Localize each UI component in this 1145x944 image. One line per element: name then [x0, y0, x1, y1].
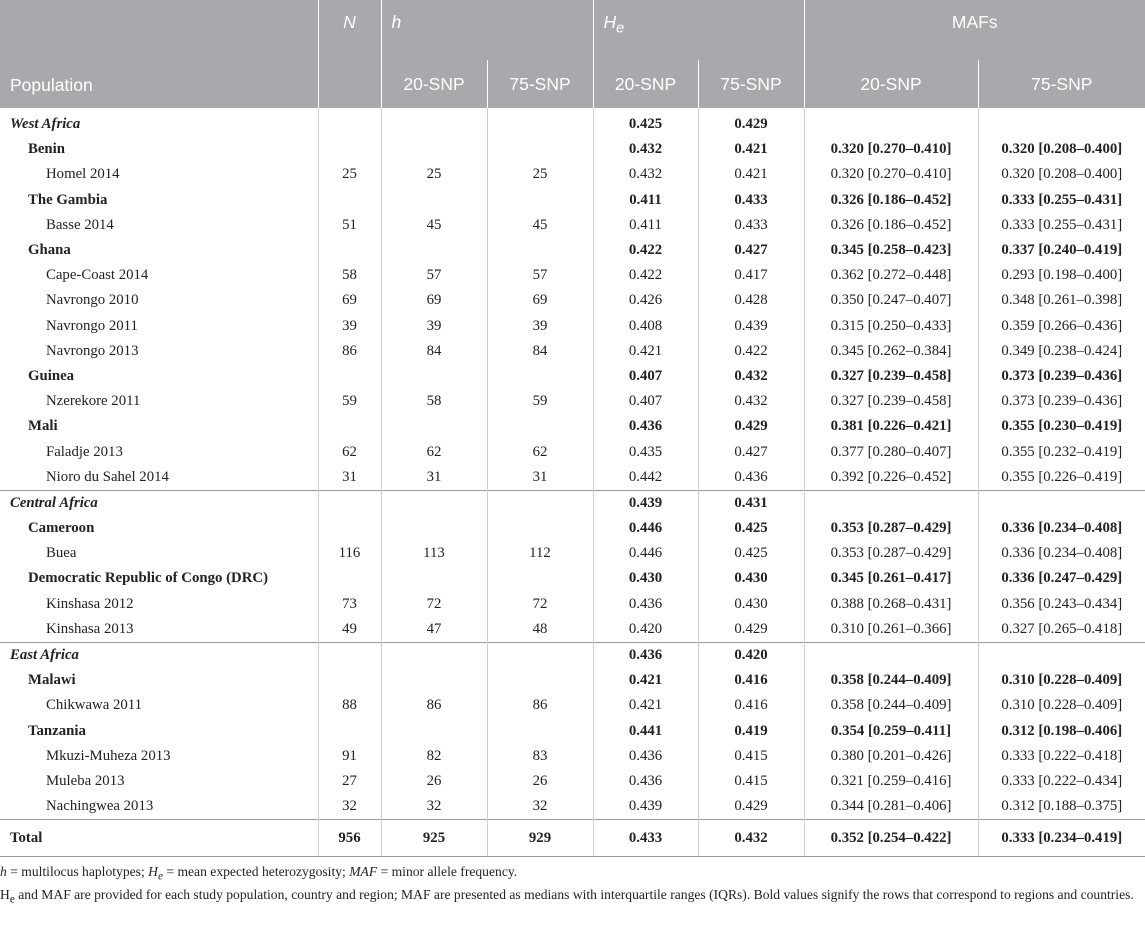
population-name-cell: Nachingwea 2013 [0, 794, 318, 820]
maf-75snp-cell: 0.348 [0.261–0.398] [1001, 292, 1123, 309]
n-cell [318, 642, 381, 668]
he-75snp-cell: 0.425 [698, 516, 804, 541]
population-name-cell: Tanzania [0, 719, 318, 744]
n-cell [318, 137, 381, 162]
population-name-cell: Cape-Coast 2014 [0, 263, 318, 288]
population-row [0, 693, 1145, 718]
population-row [0, 389, 1145, 414]
h-20snp-cell: 58 [381, 389, 487, 414]
footnote-description [0, 886, 1145, 909]
maf-75snp-cell: 0.349 [0.238–0.424] [1001, 342, 1123, 359]
h-75snp-cell [487, 566, 593, 591]
population-name-cell: Navrongo 2010 [0, 288, 318, 313]
he-20snp-cell: 0.408 [593, 314, 698, 339]
n-cell: 51 [318, 213, 381, 238]
footnote-text-a: = multilocus haplotypes; [6, 864, 149, 880]
population-name-cell: East Africa [0, 642, 318, 668]
footnote-h: h [0, 864, 7, 880]
footnote-maf: MAF [349, 864, 378, 880]
he-20snp-cell: 0.426 [593, 288, 698, 313]
he-subscript: e [616, 20, 625, 37]
footnote2-he: H [0, 886, 10, 902]
maf-75snp-cell: 0.355 [0.226–0.419] [1001, 468, 1123, 485]
maf-20snp-cell: 0.353 [0.287–0.429] [804, 516, 978, 541]
country-row [0, 137, 1145, 162]
he-75snp-cell: 0.436 [698, 465, 804, 491]
footnote-text-b: = mean expected heterozygosity; [162, 864, 350, 880]
he-75snp-cell: 0.433 [698, 188, 804, 213]
population-row [0, 162, 1145, 187]
h-75snp-cell [487, 108, 593, 137]
col-header-maf-75snp: 75-SNP [978, 60, 1145, 108]
h-20snp-cell [381, 364, 487, 389]
h-75snp-cell: 32 [487, 794, 593, 820]
he-75snp-cell: 0.415 [698, 769, 804, 794]
he-75snp-cell: 0.439 [698, 314, 804, 339]
maf-75snp-cell: 0.333 [0.222–0.434] [1001, 772, 1123, 789]
maf-75snp-cell [978, 108, 1145, 137]
maf-20snp-cell: 0.380 [0.201–0.426] [804, 744, 978, 769]
maf-20snp-cell: 0.310 [0.261–0.366] [804, 617, 978, 643]
he-20snp-cell: 0.446 [593, 516, 698, 541]
maf-75snp-cell: 0.373 [0.239–0.436] [1001, 393, 1123, 410]
n-cell: 69 [318, 288, 381, 313]
footnote-text-c: = minor allele frequency. [377, 864, 518, 880]
population-name-cell: Homel 2014 [0, 162, 318, 187]
he-20snp-cell: 0.439 [593, 794, 698, 820]
population-name-cell: Navrongo 2011 [0, 314, 318, 339]
maf-20snp-cell: 0.362 [0.272–0.448] [804, 263, 978, 288]
maf-75snp-cell: 0.336 [0.247–0.429] [1001, 570, 1123, 587]
h-20snp-cell [381, 108, 487, 137]
country-row [0, 414, 1145, 439]
n-cell [318, 566, 381, 591]
he-75snp-cell: 0.427 [698, 439, 804, 464]
h-75snp-cell: 57 [487, 263, 593, 288]
population-row [0, 617, 1145, 643]
he-75snp-cell: 0.432 [698, 364, 804, 389]
total-maf-75snp-cell: 0.333 [0.234–0.419] [978, 820, 1145, 857]
n-cell [318, 364, 381, 389]
h-20snp-cell [381, 516, 487, 541]
maf-75snp-cell: 0.336 [0.234–0.408] [1001, 520, 1123, 537]
population-name-cell: Mkuzi-Muheza 2013 [0, 744, 318, 769]
n-cell: 116 [318, 541, 381, 566]
he-75snp-cell: 0.415 [698, 744, 804, 769]
n-cell: 32 [318, 794, 381, 820]
n-cell: 86 [318, 339, 381, 364]
population-row [0, 339, 1145, 364]
population-row [0, 314, 1145, 339]
he-20snp-cell: 0.436 [593, 642, 698, 668]
h-75snp-cell: 48 [487, 617, 593, 643]
maf-75snp-cell: 0.333 [0.255–0.431] [1001, 191, 1123, 208]
n-cell: 88 [318, 693, 381, 718]
total-n-cell: 956 [318, 820, 381, 857]
maf-75snp-cell [978, 490, 1145, 516]
population-name-cell: Chikwawa 2011 [0, 693, 318, 718]
footnote-abbreviations [0, 863, 1145, 886]
total-row [0, 820, 1145, 857]
n-cell: 39 [318, 314, 381, 339]
maf-75snp-cell: 0.333 [0.222–0.418] [1001, 747, 1123, 764]
col-header-he [593, 0, 804, 60]
maf-20snp-cell: 0.345 [0.261–0.417] [804, 566, 978, 591]
country-row [0, 188, 1145, 213]
population-name-cell: Faladje 2013 [0, 439, 318, 464]
he-20snp-cell: 0.436 [593, 769, 698, 794]
he-20snp-cell: 0.441 [593, 719, 698, 744]
n-cell [318, 108, 381, 137]
h-20snp-cell: 31 [381, 465, 487, 491]
n-cell [318, 719, 381, 744]
h-75snp-cell [487, 364, 593, 389]
h-20snp-cell: 84 [381, 339, 487, 364]
col-header-h-75snp: 75-SNP [487, 60, 593, 108]
population-row [0, 769, 1145, 794]
maf-75snp-cell: 0.312 [0.198–0.406] [1001, 722, 1123, 739]
maf-75snp-cell: 0.310 [0.228–0.409] [1001, 672, 1123, 689]
he-75snp-cell: 0.430 [698, 592, 804, 617]
he-20snp-cell: 0.442 [593, 465, 698, 491]
he-75snp-cell: 0.430 [698, 566, 804, 591]
he-20snp-cell: 0.407 [593, 364, 698, 389]
population-name-cell: West Africa [0, 108, 318, 137]
he-20snp-cell: 0.425 [593, 108, 698, 137]
h-75snp-cell: 112 [487, 541, 593, 566]
h-75snp-cell [487, 490, 593, 516]
col-header-mafs: MAFs [804, 0, 1145, 60]
h-75snp-cell: 59 [487, 389, 593, 414]
population-name-cell: Cameroon [0, 516, 318, 541]
population-name-cell: Mali [0, 414, 318, 439]
population-row [0, 541, 1145, 566]
population-row [0, 794, 1145, 820]
country-row [0, 668, 1145, 693]
n-cell: 91 [318, 744, 381, 769]
total-maf-20snp-cell: 0.352 [0.254–0.422] [804, 820, 978, 857]
h-20snp-cell: 47 [381, 617, 487, 643]
region-row [0, 642, 1145, 668]
country-row [0, 566, 1145, 591]
country-row [0, 516, 1145, 541]
he-20snp-cell: 0.436 [593, 592, 698, 617]
maf-75snp-cell: 0.356 [0.243–0.434] [1001, 595, 1123, 612]
maf-20snp-cell: 0.344 [0.281–0.406] [804, 794, 978, 820]
country-row [0, 238, 1145, 263]
he-75snp-cell: 0.422 [698, 339, 804, 364]
h-20snp-cell: 113 [381, 541, 487, 566]
maf-75snp-cell: 0.336 [0.234–0.408] [1001, 545, 1123, 562]
he-20snp-cell: 0.430 [593, 566, 698, 591]
country-row [0, 364, 1145, 389]
maf-20snp-cell: 0.345 [0.262–0.384] [804, 339, 978, 364]
population-name-cell: Kinshasa 2013 [0, 617, 318, 643]
he-20snp-cell: 0.436 [593, 744, 698, 769]
he-75snp-cell: 0.425 [698, 541, 804, 566]
h-75snp-cell [487, 137, 593, 162]
maf-75snp-cell: 0.320 [0.208–0.400] [1001, 141, 1123, 158]
maf-75snp-cell: 0.373 [0.239–0.436] [1001, 367, 1123, 384]
h-20snp-cell [381, 414, 487, 439]
maf-75snp-cell: 0.293 [0.198–0.400] [1001, 267, 1123, 284]
he-20snp-cell: 0.446 [593, 541, 698, 566]
total-label-cell: Total [0, 820, 318, 857]
maf-20snp-cell: 0.358 [0.244–0.409] [804, 693, 978, 718]
he-75snp-cell: 0.420 [698, 642, 804, 668]
h-20snp-cell: 32 [381, 794, 487, 820]
maf-75snp-cell: 0.327 [0.265–0.418] [1001, 620, 1123, 637]
footnote2-he-sub: e [9, 893, 15, 906]
population-row [0, 744, 1145, 769]
region-row [0, 108, 1145, 137]
population-row [0, 288, 1145, 313]
maf-20snp-cell: 0.354 [0.259–0.411] [804, 719, 978, 744]
population-name-cell: Muleba 2013 [0, 769, 318, 794]
he-75snp-cell: 0.429 [698, 414, 804, 439]
col-header-h: h [381, 0, 593, 60]
footnote-he-sub: e [157, 870, 163, 883]
h-20snp-cell: 25 [381, 162, 487, 187]
h-75snp-cell: 83 [487, 744, 593, 769]
h-75snp-cell: 69 [487, 288, 593, 313]
he-20snp-cell: 0.421 [593, 339, 698, 364]
he-20snp-cell: 0.422 [593, 263, 698, 288]
h-20snp-cell: 72 [381, 592, 487, 617]
population-name-cell: Basse 2014 [0, 213, 318, 238]
he-75snp-cell: 0.432 [698, 389, 804, 414]
he-20snp-cell: 0.421 [593, 668, 698, 693]
maf-20snp-cell: 0.377 [0.280–0.407] [804, 439, 978, 464]
he-20snp-cell: 0.439 [593, 490, 698, 516]
region-row [0, 490, 1145, 516]
population-row [0, 439, 1145, 464]
he-20snp-cell: 0.411 [593, 188, 698, 213]
h-75snp-cell [487, 668, 593, 693]
population-name-cell: Buea [0, 541, 318, 566]
n-cell: 59 [318, 389, 381, 414]
he-20snp-cell: 0.407 [593, 389, 698, 414]
h-20snp-cell [381, 566, 487, 591]
col-header-he-20snp: 20-SNP [593, 60, 698, 108]
he-75snp-cell: 0.433 [698, 213, 804, 238]
population-name-cell: Ghana [0, 238, 318, 263]
h-20snp-cell: 82 [381, 744, 487, 769]
n-cell: 27 [318, 769, 381, 794]
h-75snp-cell [487, 516, 593, 541]
maf-75snp-cell: 0.355 [0.230–0.419] [1001, 418, 1123, 435]
h-20snp-cell: 45 [381, 213, 487, 238]
he-symbol: H [603, 12, 617, 32]
h-20snp-cell: 39 [381, 314, 487, 339]
n-cell: 58 [318, 263, 381, 288]
maf-20snp-cell: 0.315 [0.250–0.433] [804, 314, 978, 339]
col-header-he-75snp: 75-SNP [698, 60, 804, 108]
n-cell [318, 414, 381, 439]
he-75snp-cell: 0.429 [698, 617, 804, 643]
h-75snp-cell [487, 642, 593, 668]
maf-20snp-cell: 0.326 [0.186–0.452] [804, 213, 978, 238]
maf-20snp-cell: 0.321 [0.259–0.416] [804, 769, 978, 794]
he-75snp-cell: 0.416 [698, 668, 804, 693]
h-20snp-cell: 86 [381, 693, 487, 718]
country-row [0, 719, 1145, 744]
he-20snp-cell: 0.432 [593, 137, 698, 162]
maf-75snp-cell: 0.320 [0.208–0.400] [1001, 166, 1123, 183]
maf-20snp-cell: 0.388 [0.268–0.431] [804, 592, 978, 617]
population-name-cell: Malawi [0, 668, 318, 693]
n-cell [318, 188, 381, 213]
maf-75snp-cell [978, 642, 1145, 668]
n-cell [318, 238, 381, 263]
population-name-cell: Central Africa [0, 490, 318, 516]
h-20snp-cell [381, 238, 487, 263]
population-name-cell: Navrongo 2013 [0, 339, 318, 364]
population-name-cell: Guinea [0, 364, 318, 389]
n-cell [318, 668, 381, 693]
maf-75snp-cell: 0.337 [0.240–0.419] [1001, 242, 1123, 259]
total-h-75snp-cell: 929 [487, 820, 593, 857]
h-75snp-cell [487, 414, 593, 439]
maf-20snp-cell: 0.358 [0.244–0.409] [804, 668, 978, 693]
table-footnotes [0, 857, 1145, 908]
he-75snp-cell: 0.428 [698, 288, 804, 313]
h-20snp-cell [381, 490, 487, 516]
population-row [0, 592, 1145, 617]
he-75snp-cell: 0.421 [698, 137, 804, 162]
n-cell: 62 [318, 439, 381, 464]
total-he-75snp-cell: 0.432 [698, 820, 804, 857]
footnote2-text: and MAF are provided for each study population, country and region; MAF are presented as medians with interquartile ranges (IQRs). Bold values signify the rows that correspond to regions and countries. [14, 886, 1134, 902]
population-row [0, 263, 1145, 288]
he-75snp-cell: 0.427 [698, 238, 804, 263]
he-20snp-cell: 0.435 [593, 439, 698, 464]
population-name-cell: The Gambia [0, 188, 318, 213]
maf-75snp-cell: 0.355 [0.232–0.419] [1001, 443, 1123, 460]
h-20snp-cell [381, 137, 487, 162]
h-20snp-cell: 69 [381, 288, 487, 313]
population-row [0, 465, 1145, 491]
n-cell: 73 [318, 592, 381, 617]
h-75snp-cell: 62 [487, 439, 593, 464]
col-header-maf-20snp: 20-SNP [804, 60, 978, 108]
h-20snp-cell: 57 [381, 263, 487, 288]
maf-20snp-cell: 0.320 [0.270–0.410] [804, 137, 978, 162]
he-20snp-cell: 0.436 [593, 414, 698, 439]
h-20snp-cell [381, 719, 487, 744]
h-75snp-cell [487, 238, 593, 263]
maf-20snp-cell: 0.381 [0.226–0.421] [804, 414, 978, 439]
population-name-cell: Benin [0, 137, 318, 162]
h-75snp-cell: 39 [487, 314, 593, 339]
total-h-20snp-cell: 925 [381, 820, 487, 857]
n-cell: 25 [318, 162, 381, 187]
maf-20snp-cell: 0.326 [0.186–0.452] [804, 188, 978, 213]
population-row [0, 213, 1145, 238]
he-75snp-cell: 0.419 [698, 719, 804, 744]
footnote-he: H [148, 864, 158, 880]
maf-20snp-cell: 0.327 [0.239–0.458] [804, 364, 978, 389]
he-20snp-cell: 0.420 [593, 617, 698, 643]
n-cell: 31 [318, 465, 381, 491]
he-20snp-cell: 0.411 [593, 213, 698, 238]
maf-20snp-cell [804, 642, 978, 668]
table-body [0, 108, 1145, 857]
maf-20snp-cell [804, 108, 978, 137]
maf-75snp-cell: 0.333 [0.255–0.431] [1001, 216, 1123, 233]
h-75snp-cell: 45 [487, 213, 593, 238]
population-name-cell: Nioro du Sahel 2014 [0, 465, 318, 491]
population-name-cell: Kinshasa 2012 [0, 592, 318, 617]
he-75snp-cell: 0.429 [698, 108, 804, 137]
h-75snp-cell [487, 719, 593, 744]
h-75snp-cell: 25 [487, 162, 593, 187]
n-cell: 49 [318, 617, 381, 643]
h-75snp-cell: 86 [487, 693, 593, 718]
population-name-cell: Democratic Republic of Congo (DRC) [0, 566, 318, 591]
he-75snp-cell: 0.417 [698, 263, 804, 288]
n-cell [318, 490, 381, 516]
maf-20snp-cell [804, 490, 978, 516]
he-75snp-cell: 0.416 [698, 693, 804, 718]
maf-20snp-cell: 0.350 [0.247–0.407] [804, 288, 978, 313]
maf-75snp-cell: 0.312 [0.188–0.375] [1001, 798, 1123, 815]
maf-20snp-cell: 0.353 [0.287–0.429] [804, 541, 978, 566]
col-header-population: Population [0, 0, 318, 108]
maf-20snp-cell: 0.345 [0.258–0.423] [804, 238, 978, 263]
he-20snp-cell: 0.422 [593, 238, 698, 263]
maf-75snp-cell: 0.359 [0.266–0.436] [1001, 317, 1123, 334]
h-20snp-cell [381, 668, 487, 693]
maf-20snp-cell: 0.392 [0.226–0.452] [804, 465, 978, 491]
h-20snp-cell: 62 [381, 439, 487, 464]
maf-20snp-cell: 0.320 [0.270–0.410] [804, 162, 978, 187]
h-75snp-cell: 72 [487, 592, 593, 617]
population-name-cell: Nzerekore 2011 [0, 389, 318, 414]
he-75snp-cell: 0.429 [698, 794, 804, 820]
he-20snp-cell: 0.432 [593, 162, 698, 187]
col-header-n: N [318, 0, 381, 108]
n-cell [318, 516, 381, 541]
col-header-h-20snp: 20-SNP [381, 60, 487, 108]
he-20snp-cell: 0.421 [593, 693, 698, 718]
he-75snp-cell: 0.431 [698, 490, 804, 516]
he-75snp-cell: 0.421 [698, 162, 804, 187]
h-75snp-cell: 31 [487, 465, 593, 491]
h-20snp-cell: 26 [381, 769, 487, 794]
maf-75snp-cell: 0.310 [0.228–0.409] [1001, 697, 1123, 714]
h-75snp-cell: 26 [487, 769, 593, 794]
h-20snp-cell [381, 188, 487, 213]
h-75snp-cell [487, 188, 593, 213]
table-header [0, 0, 1145, 108]
total-he-20snp-cell: 0.433 [593, 820, 698, 857]
maf-20snp-cell: 0.327 [0.239–0.458] [804, 389, 978, 414]
h-20snp-cell [381, 642, 487, 668]
h-75snp-cell: 84 [487, 339, 593, 364]
